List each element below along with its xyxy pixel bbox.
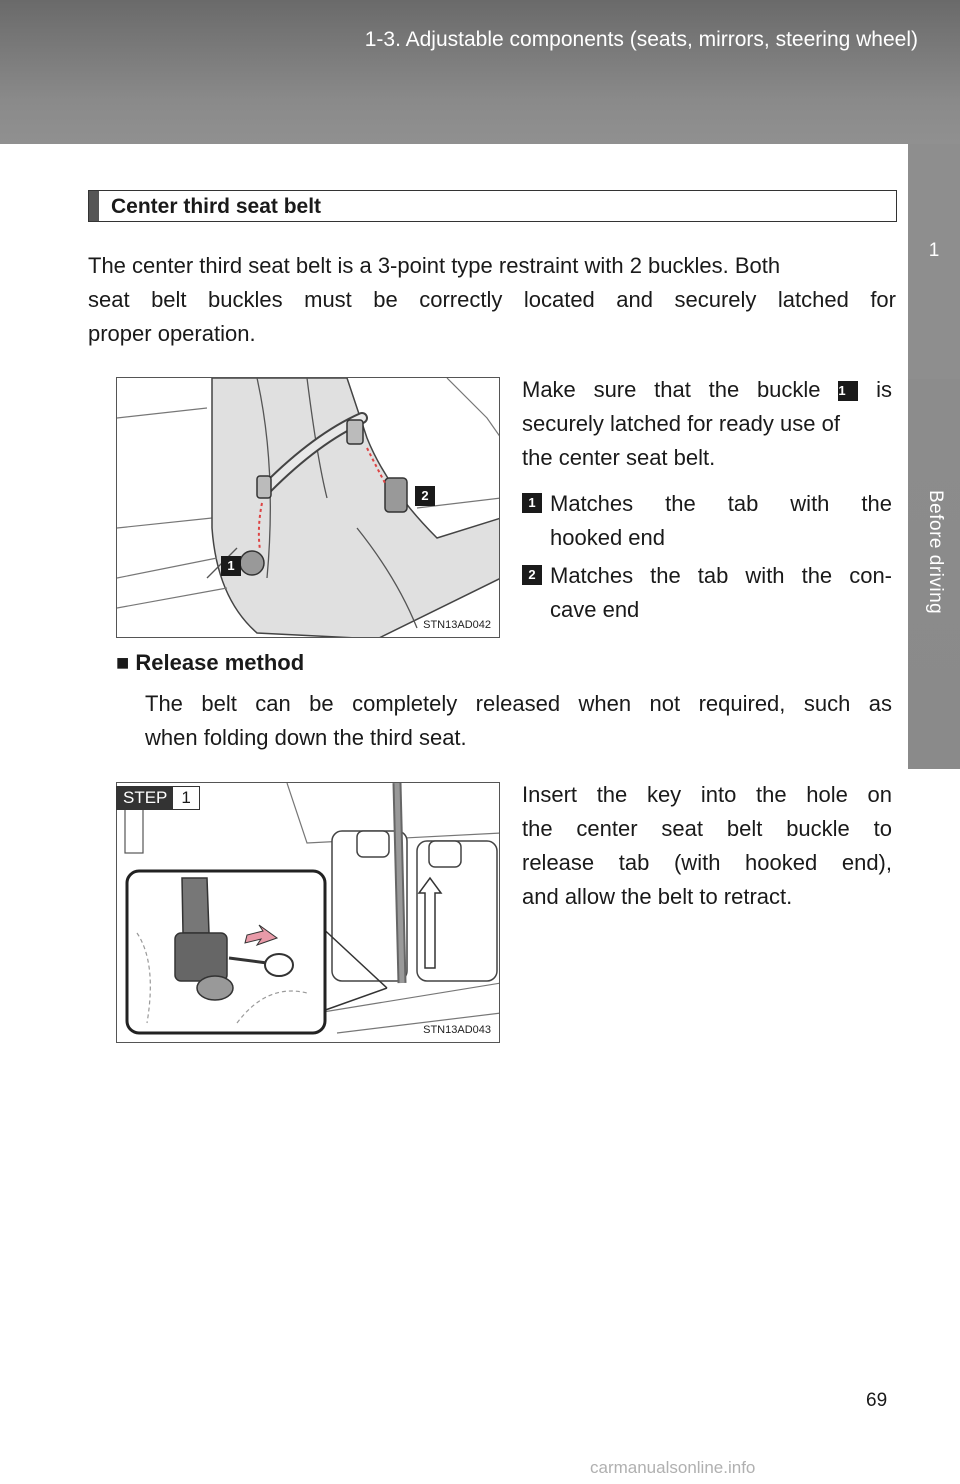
item-1-line-2: hooked end xyxy=(550,525,665,550)
figure-code: STN13AD042 xyxy=(423,619,491,631)
item-badge-2: 2 xyxy=(522,565,542,585)
key-release-illustration xyxy=(116,782,500,1043)
chapter-title: 1-3. Adjustable components (seats, mirrors, steering wheel) xyxy=(364,28,918,51)
release-line-1: The belt can be completely released when not required, such as xyxy=(145,691,892,716)
bullet-square: ■ xyxy=(116,650,130,675)
buckle-illustration xyxy=(116,377,500,638)
step-label: STEP xyxy=(117,787,173,809)
fig2-text-line-3: release tab (with hooked end), xyxy=(522,850,892,875)
item-2-line-2: cave end xyxy=(550,597,640,622)
fig1-text-b: is xyxy=(876,377,892,402)
page-header xyxy=(0,0,960,144)
fig2-text-line-2: the center seat belt buckle to xyxy=(522,816,892,841)
section-heading-bar xyxy=(89,191,99,221)
page-number: 69 xyxy=(866,1390,888,1411)
item-1-line-1: Matches the tab with the xyxy=(550,491,892,516)
fig1-text-a: Make sure that the buckle xyxy=(522,377,821,402)
chapter-label: Before driving xyxy=(925,490,946,615)
chapter-number: 1 xyxy=(928,240,940,261)
item-2-line-1: Matches the tab with the con- xyxy=(550,563,892,588)
item-badge-1: 1 xyxy=(522,493,542,513)
step-tag xyxy=(116,786,200,810)
figure-code-2: STN13AD043 xyxy=(423,1024,491,1036)
seat-belt-buckle-drawing xyxy=(117,378,500,638)
section-title: Center third seat belt xyxy=(111,195,322,218)
section-heading xyxy=(88,190,897,222)
intro-line-1: The center third seat belt is a 3-point type restraint with 2 buckles. Both xyxy=(88,253,781,278)
fig1-text-line-3: the center seat belt. xyxy=(522,445,716,470)
release-heading xyxy=(116,650,304,676)
inline-badge-1: 1 xyxy=(838,381,858,401)
release-line-2: when folding down the third seat. xyxy=(145,725,467,750)
key-release-drawing xyxy=(117,783,500,1043)
fig1-text-line-2: securely latched for ready use of xyxy=(522,411,840,436)
release-heading-text: Release method xyxy=(135,650,305,675)
intro-line-3: proper operation. xyxy=(88,321,256,346)
step-number: 1 xyxy=(173,787,198,809)
fig1-text-line-1 xyxy=(522,373,892,407)
fig2-text-line-1: Insert the key into the hole on xyxy=(522,782,892,807)
intro-line-2: seat belt buckles must be correctly located and securely latched for xyxy=(88,287,896,312)
watermark-url: carmanualsonline.info xyxy=(590,1458,756,1477)
callout-1: 1 xyxy=(221,556,241,576)
fig2-text-line-4: and allow the belt to retract. xyxy=(522,884,793,909)
callout-2: 2 xyxy=(415,486,435,506)
